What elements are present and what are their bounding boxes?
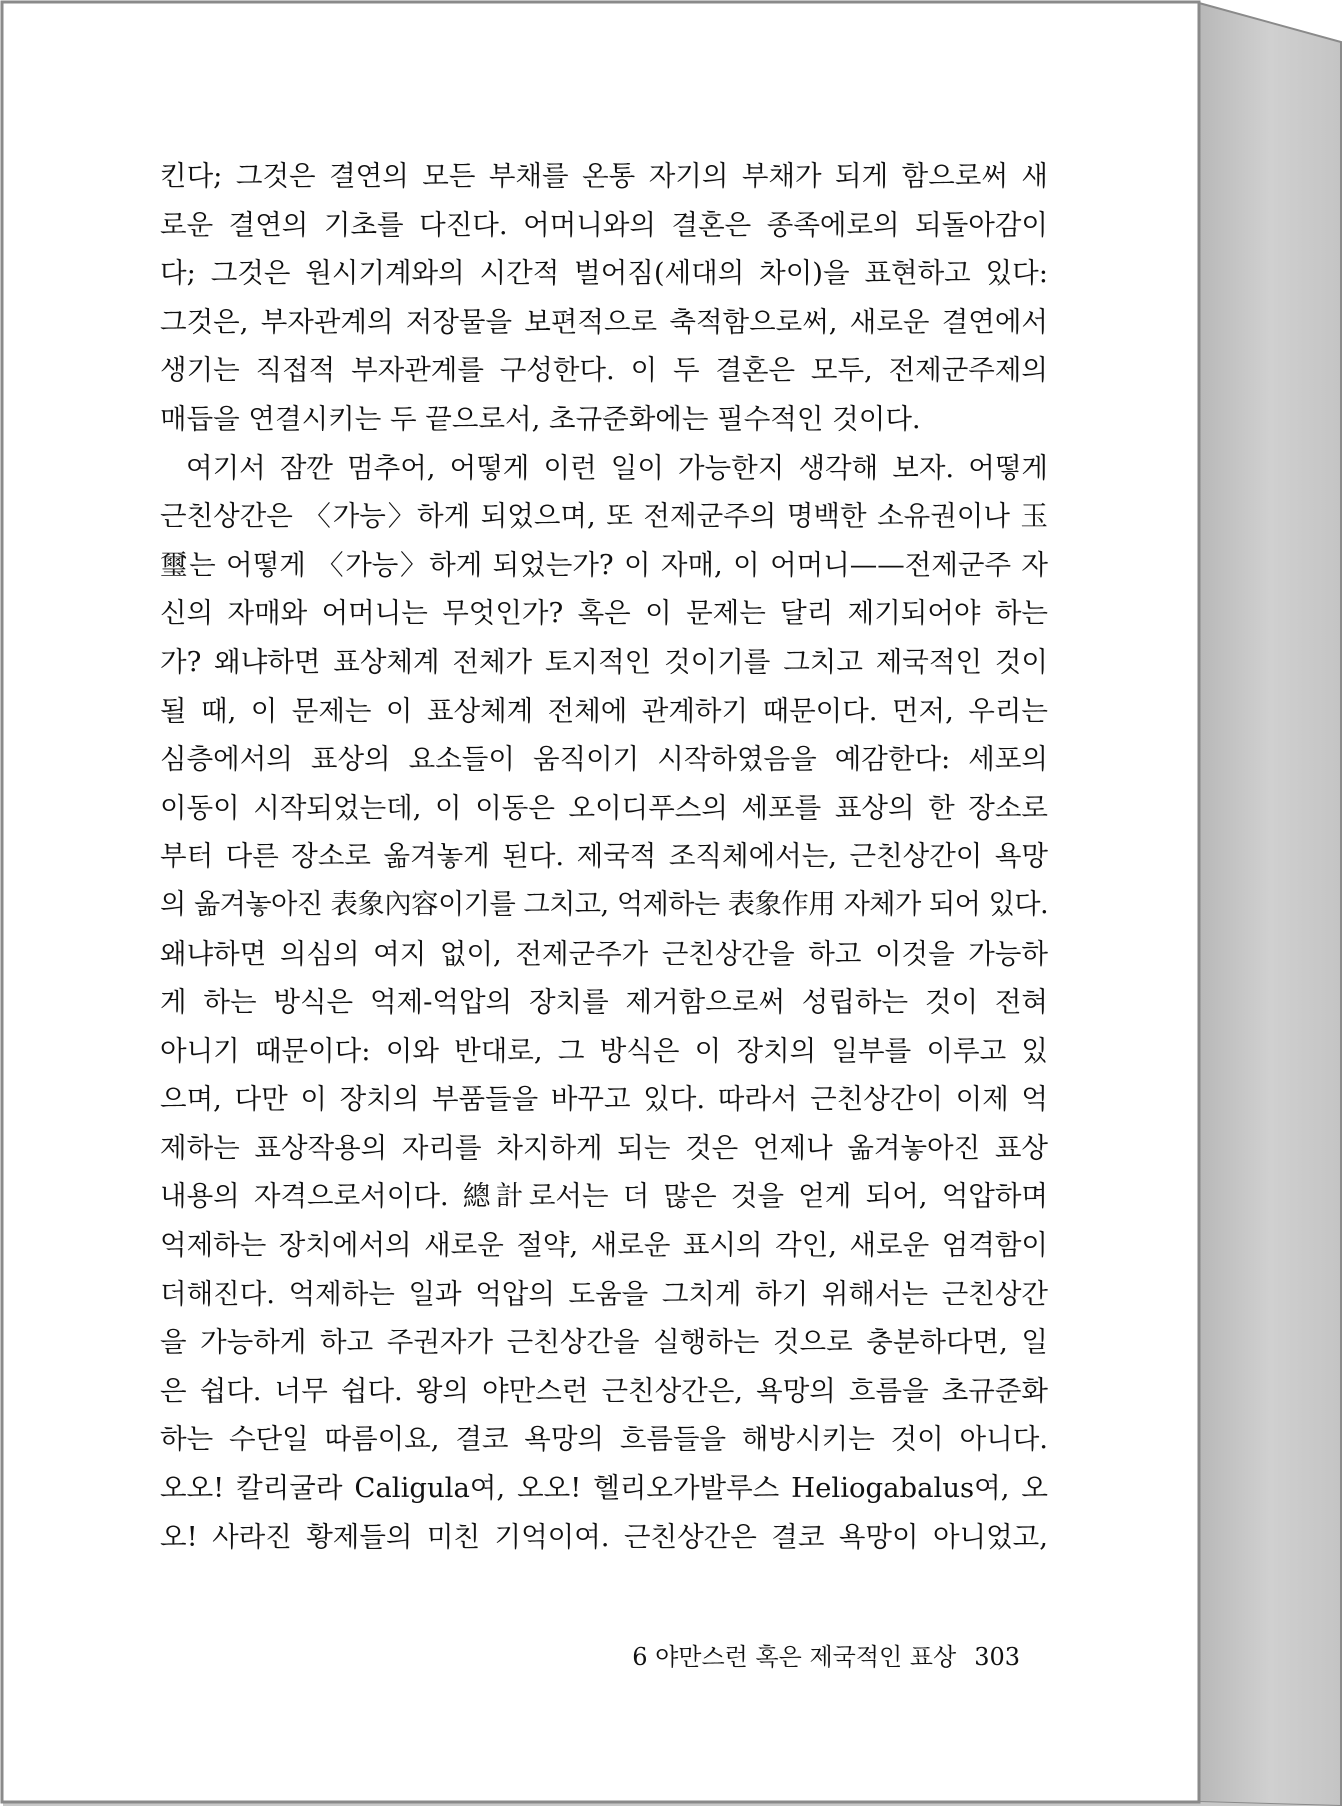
running-footer	[560, 1637, 1020, 1672]
text-line: 의 옮겨놓아진 表象內容이기를 그치고, 억제하는 表象作用 자체가 되어 있다.	[160, 888, 1048, 920]
body-text	[160, 152, 1048, 1561]
text-line: 璽는 어떻게 〈가능〉하게 되었는가? 이 자매, 이 어머니——전제군주 자	[160, 548, 1048, 581]
text-line: 오! 사라진 황제들의 미친 기억이여. 근친상간은 결코 욕망이 아니었고,	[160, 1520, 1048, 1553]
text-line: 왜냐하면 의심의 여지 없이, 전제군주가 근친상간을 하고 이것을 가능하	[160, 937, 1048, 970]
chapter-title: 6 야만스런 혹은 제국적인 표상	[632, 1643, 957, 1671]
text-line: 게 하는 방식은 억제-억압의 장치를 제거함으로써 성립하는 것이 전혀	[160, 986, 1048, 1019]
book-edge-side	[1199, 3, 1341, 1806]
text-line: 가? 왜냐하면 표상체계 전체가 토지적인 것이기를 그치고 제국적인 것이	[160, 645, 1048, 678]
text-line: 으며, 다만 이 장치의 부품들을 바꾸고 있다. 따라서 근친상간이 이제 억	[160, 1083, 1048, 1116]
text-line: 로운 결연의 기초를 다진다. 어머니와의 결혼은 종족에로의 되돌아감이	[160, 208, 1048, 241]
text-line: 내용의 자격으로서이다. 總計로서는 더 많은 것을 얻게 되어, 억압하며	[160, 1180, 1048, 1213]
text-line: 여기서 잠깐 멈추어, 어떻게 이런 일이 가능한지 생각해 보자. 어떻게	[186, 451, 1048, 484]
text-line: 억제하는 장치에서의 새로운 절약, 새로운 표시의 각인, 새로운 엄격함이	[160, 1229, 1048, 1262]
text-line: 다; 그것은 원시기계와의 시간적 벌어짐(세대의 차이)을 표현하고 있다:	[160, 257, 1048, 290]
text-line: 신의 자매와 어머니는 무엇인가? 혹은 이 문제는 달리 제기되어야 하는	[160, 597, 1048, 630]
text-line: 킨다; 그것은 결연의 모든 부채를 온통 자기의 부채가 되게 함으로써 새	[160, 160, 1048, 192]
text-line: 생기는 직접적 부자관계를 구성한다. 이 두 결혼은 모두, 전제군주제의	[160, 354, 1048, 387]
text-line: 하는 수단일 따름이요, 결코 욕망의 흐름들을 해방시키는 것이 아니다.	[160, 1423, 1048, 1456]
text-line: 더해진다. 억제하는 일과 억압의 도움을 그치게 하기 위해서는 근친상간	[160, 1277, 1048, 1310]
text-line: 오오! 칼리굴라 Caligula여, 오오! 헬리오가발루스 Heliogabalus여, 오	[160, 1472, 1048, 1505]
text-line: 은 쉽다. 너무 쉽다. 왕의 야만스런 근친상간은, 욕망의 흐름을 초규준화	[160, 1374, 1048, 1407]
text-line: 될 때, 이 문제는 이 표상체계 전체에 관계하기 때문이다. 먼저, 우리는	[160, 694, 1048, 727]
text-line: 심층에서의 표상의 요소들이 움직이기 시작하였음을 예감한다: 세포의	[160, 743, 1048, 776]
text-line: 부터 다른 장소로 옮겨놓게 된다. 제국적 조직체에서는, 근친상간이 욕망	[160, 840, 1048, 873]
text-line: 근친상간은 〈가능〉하게 되었으며, 또 전제군주의 명백한 소유권이나 玉	[160, 500, 1048, 533]
text-line: 제하는 표상작용의 자리를 차지하게 되는 것은 언제나 옮겨놓아진 표상	[160, 1131, 1048, 1164]
text-line: 이동이 시작되었는데, 이 이동은 오이디푸스의 세포를 표상의 한 장소로	[160, 791, 1048, 824]
text-line: 매듭을 연결시키는 두 끝으로서, 초규준화에는 필수적인 것이다.	[160, 402, 921, 435]
text-line: 을 가능하게 하고 주권자가 근친상간을 실행하는 것으로 충분하다면, 일	[160, 1326, 1048, 1359]
text-line: 아니기 때문이다: 이와 반대로, 그 방식은 이 장치의 일부를 이루고 있	[160, 1034, 1048, 1067]
page-number: 303	[974, 1643, 1020, 1671]
text-line: 그것은, 부자관계의 저장물을 보편적으로 축적함으로써, 새로운 결연에서	[160, 305, 1048, 338]
